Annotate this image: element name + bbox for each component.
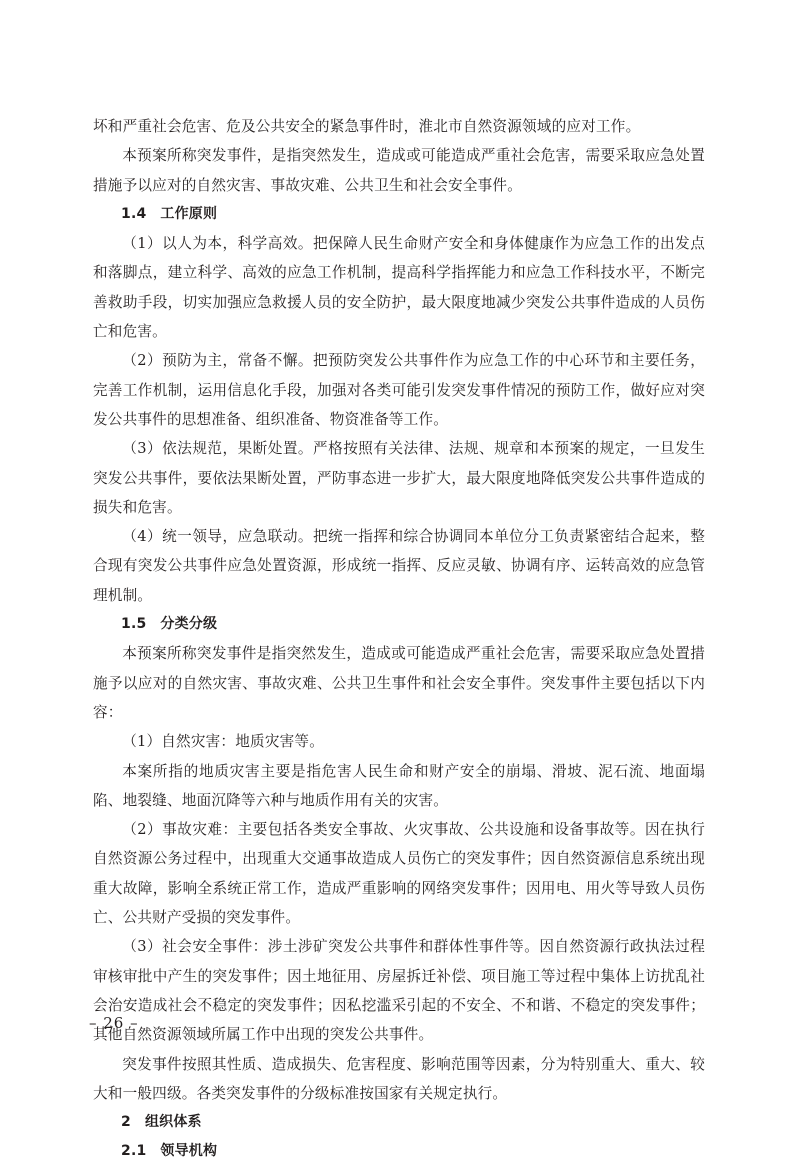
paragraph: （4）统一领导，应急联动。把统一指挥和综合协调同本单位分工负责紧密结合起来，整合现有突发公共事件应急处置资源，形成统一指挥、反应灵敏、协调有序、运转高效的应急管理机制。 — [93, 528, 705, 604]
paragraph: 本预案所称突发事件，是指突然发生，造成或可能造成严重社会危害，需要采取应急处置措施予以应对的自然灾害、事故灾难、公共卫生和社会安全事件。 — [93, 147, 705, 194]
paragraph: （1）自然灾害：地质灾害等。 — [122, 733, 324, 751]
paragraph: （3）社会安全事件：涉土涉矿突发公共事件和群体性事件等。因自然资源行政执法过程审核审批中产生的突发事件；因土地征用、房屋拆迁补偿、项目施工等过程中集体上访扰乱社会治安造成社会不稳定的突发事件；因私挖滥采引起的不安全、不和谐、不稳定的突发事件；其他自然资源领域所属工作中出现的突发公共事件。 — [93, 938, 705, 1044]
section-number: 1.4 — [121, 205, 147, 222]
section-title: 工作原则 — [160, 205, 218, 222]
page-number: – 26 – — [89, 1014, 139, 1032]
paragraph: 本案所指的地质灾害主要是指危害人民生命和财产安全的崩塌、滑坡、泥石流、地面塌陷、地裂缝、地面沉降等六种与地质作用有关的灾害。 — [93, 762, 705, 809]
section-title: 分类分级 — [160, 616, 218, 633]
section-heading — [93, 200, 705, 229]
paragraph: （2）事故灾难：主要包括各类安全事故、火灾事故、公共设施和设备事故等。因在执行自然资源公务过程中，出现重大交通事故造成人员伤亡的突发事件；因自然资源信息系统出现重大故障，影响全系统正常工作，造成严重影响的网络突发事件；因用电、用火等导致人员伤亡、公共财产受损的突发事件。 — [93, 821, 705, 927]
section-title: 组织体系 — [144, 1114, 202, 1131]
section-number: 2 — [121, 1114, 131, 1131]
section-heading — [93, 1137, 705, 1166]
section-heading — [93, 610, 705, 639]
section-number: 2.1 — [121, 1143, 147, 1160]
section-title: 领导机构 — [160, 1143, 218, 1160]
paragraph: （2）预防为主，常备不懈。把预防突发公共事件作为应急工作的中心环节和主要任务，完善工作机制，运用信息化手段，加强对各类可能引发突发事件情况的预防工作，做好应对突发公共事件的思想准备、组织准备、物资准备等工作。 — [93, 352, 705, 428]
section-heading — [93, 1108, 705, 1137]
document-body — [93, 112, 705, 1167]
paragraph: 坏和严重社会危害、危及公共安全的紧急事件时，淮北市自然资源领域的应对工作。 — [93, 118, 641, 135]
paragraph: 突发事件按照其性质、造成损失、危害程度、影响范围等因素，分为特别重大、重大、较大和一般四级。各类突发事件的分级标准按国家有关规定执行。 — [93, 1055, 705, 1102]
section-number: 1.5 — [121, 616, 147, 633]
paragraph: （1）以人为本，科学高效。把保障人民生命财产安全和身体健康作为应急工作的出发点和落脚点，建立科学、高效的应急工作机制，提高科学指挥能力和应急工作科技水平，不断完善救助手段，切实加强应急救援人员的安全防护，最大限度地减少突发公共事件造成的人员伤亡和危害。 — [93, 235, 705, 341]
paragraph: 本预案所称突发事件是指突然发生，造成或可能造成严重社会危害，需要采取应急处置措施予以应对的自然灾害、事故灾难、公共卫生事件和社会安全事件。突发事件主要包括以下内容： — [93, 645, 705, 721]
paragraph: （3）依法规范，果断处置。严格按照有关法律、法规、规章和本预案的规定，一旦发生突发公共事件，要依法果断处置，严防事态进一步扩大，最大限度地降低突发公共事件造成的损失和危害。 — [93, 440, 705, 516]
